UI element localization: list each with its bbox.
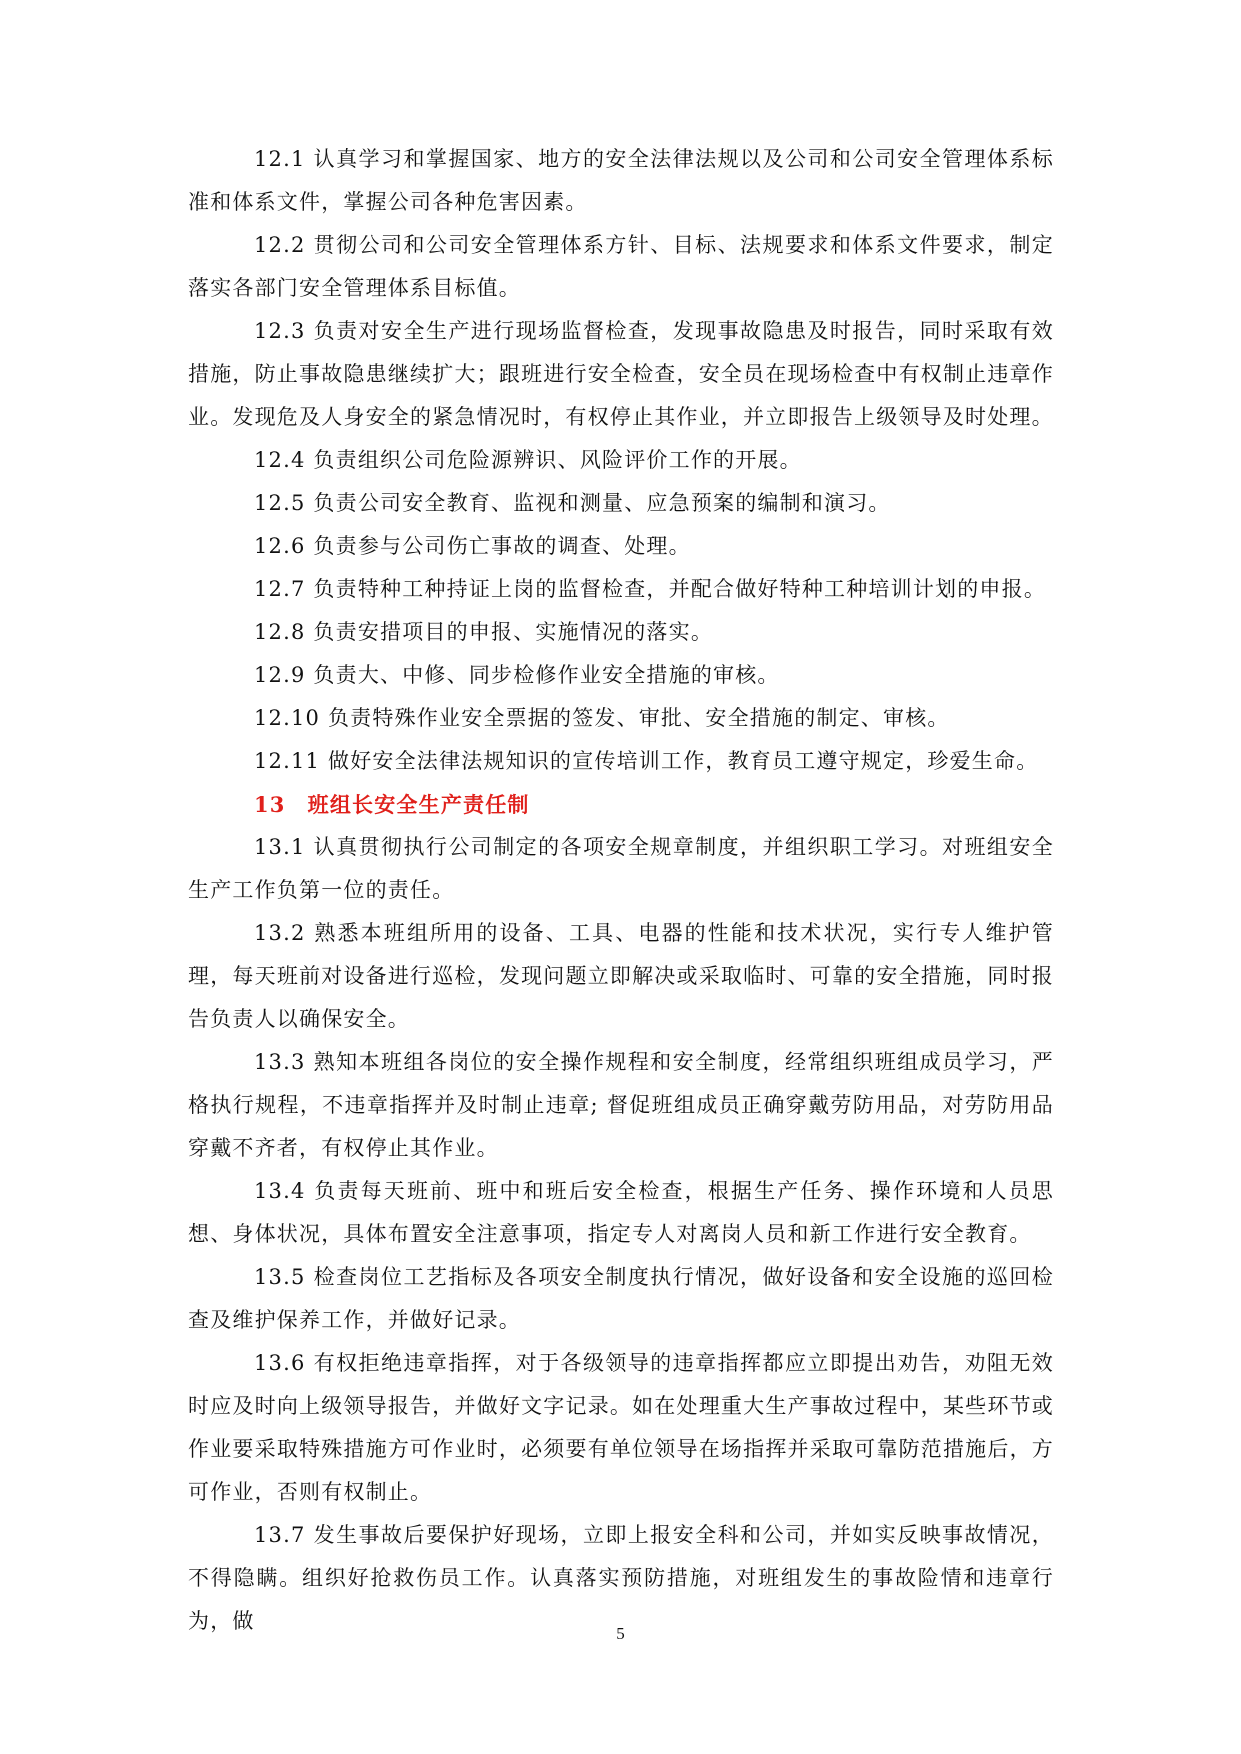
paragraph-13-6: 13.6 有权拒绝违章指挥，对于各级领导的违章指挥都应立即提出劝告，劝阻无效时应及时向上级领导报告，并做好文字记录。如在处理重大生产事故过程中，某些环节或作业要采取特殊措施方可作业时，必须要有单位领导在场指挥并采取可靠防范措施后，方可作业，否则有权制止。 xyxy=(188,1351,1054,1504)
document-body xyxy=(188,138,1054,1643)
paragraph-12-7: 12.7 负责特种工种持证上岗的监督检查，并配合做好特种工种培训计划的申报。 xyxy=(254,577,1047,601)
page-number: 5 xyxy=(616,1624,625,1643)
paragraph-12-1: 12.1 认真学习和掌握国家、地方的安全法律法规以及公司和公司安全管理体系标准和体系文件，掌握公司各种危害因素。 xyxy=(188,147,1054,214)
paragraph-13-5: 13.5 检查岗位工艺指标及各项安全制度执行情况，做好设备和安全设施的巡回检查及维护保养工作，并做好记录。 xyxy=(188,1265,1054,1332)
paragraph-12-10: 12.10 负责特殊作业安全票据的签发、审批、安全措施的制定、审核。 xyxy=(254,706,950,730)
paragraph-12-6: 12.6 负责参与公司伤亡事故的调查、处理。 xyxy=(254,534,691,558)
paragraph-12-9: 12.9 负责大、中修、同步检修作业安全措施的审核。 xyxy=(254,663,780,687)
paragraph-12-2: 12.2 贯彻公司和公司安全管理体系方针、目标、法规要求和体系文件要求，制定落实各部门安全管理体系目标值。 xyxy=(188,233,1054,300)
paragraph-13-1: 13.1 认真贯彻执行公司制定的各项安全规章制度，并组织职工学习。对班组安全生产工作负第一位的责任。 xyxy=(188,835,1054,902)
paragraph-12-8: 12.8 负责安措项目的申报、实施情况的落实。 xyxy=(254,620,714,644)
paragraph-13-2: 13.2 熟悉本班组所用的设备、工具、电器的性能和技术状况，实行专人维护管理，每天班前对设备进行巡检，发现问题立即解决或采取临时、可靠的安全措施，同时报告负责人以确保安全。 xyxy=(188,921,1054,1031)
section-number: 13 xyxy=(254,792,286,817)
paragraph-13-7: 13.7 发生事故后要保护好现场，立即上报安全科和公司，并如实反映事故情况，不得隐瞒。组织好抢救伤员工作。认真落实预防措施，对班组发生的事故险情和违章行为，做 xyxy=(188,1523,1054,1633)
paragraph-12-3: 12.3 负责对安全生产进行现场监督检查，发现事故隐患及时报告，同时采取有效措施，防止事故隐患继续扩大；跟班进行安全检查，安全员在现场检查中有权制止违章作业。发现危及人身安全的紧急情况时，有权停止其作业，并立即报告上级领导及时处理。 xyxy=(188,319,1054,429)
paragraph-13-4: 13.4 负责每天班前、班中和班后安全检查，根据生产任务、操作环境和人员思想、身体状况，具体布置安全注意事项，指定专人对离岗人员和新工作进行安全教育。 xyxy=(188,1179,1054,1246)
paragraph-12-5: 12.5 负责公司安全教育、监视和测量、应急预案的编制和演习。 xyxy=(254,491,891,515)
paragraph-12-4: 12.4 负责组织公司危险源辨识、风险评价工作的开展。 xyxy=(254,448,802,472)
paragraph-12-11: 12.11 做好安全法律法规知识的宣传培训工作，教育员工遵守规定，珍爱生命。 xyxy=(254,749,1039,773)
paragraph-13-3: 13.3 熟知本班组各岗位的安全操作规程和安全制度，经常组织班组成员学习，严格执行规程，不违章指挥并及时制止违章; 督促班组成员正确穿戴劳防用品，对劳防用品穿戴不齐者，有权停止其作业。 xyxy=(188,1050,1054,1160)
section-title: 班组长安全生产责任制 xyxy=(307,792,530,817)
section-heading-13 xyxy=(188,783,1054,826)
